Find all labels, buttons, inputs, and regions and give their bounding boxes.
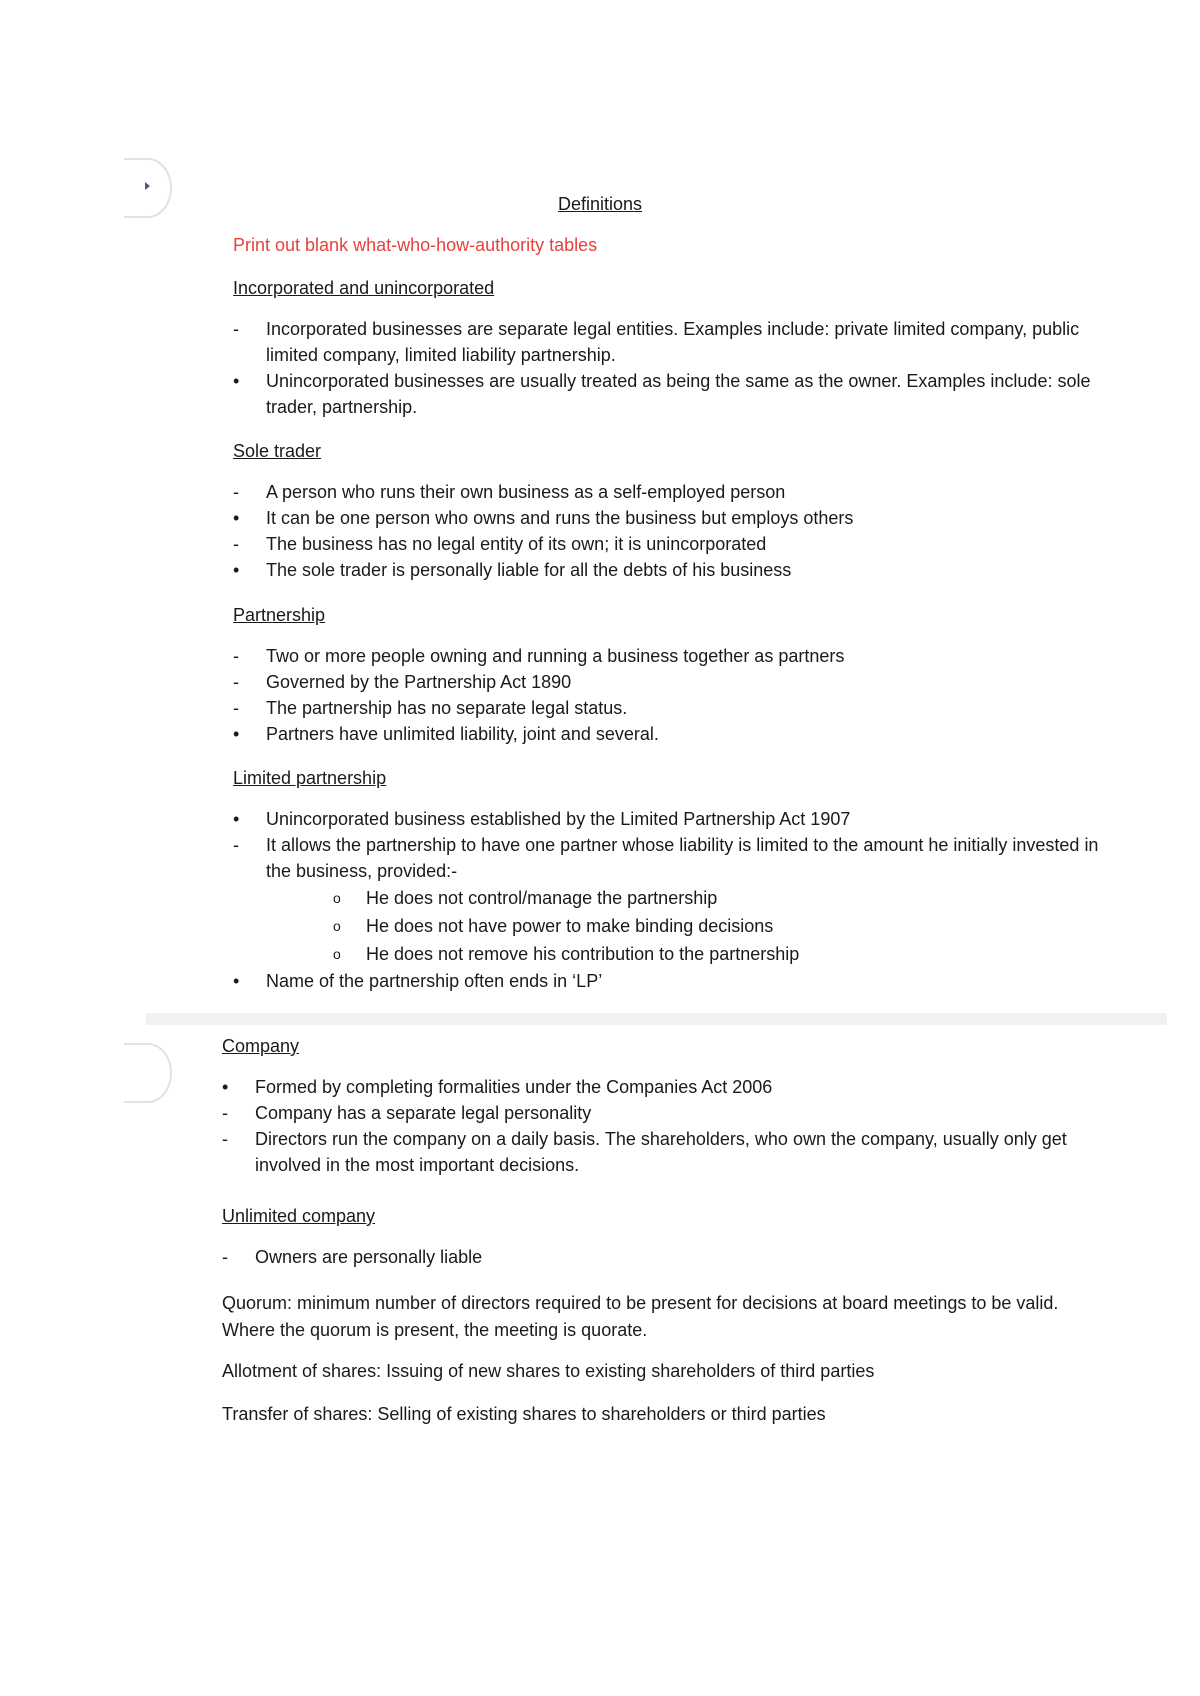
play-icon[interactable] (145, 182, 150, 190)
limited-partnership-list-end (233, 968, 1103, 994)
circle-bullet-icon: o (333, 946, 341, 962)
bullet-marker: - (233, 319, 239, 339)
sub-list-item-text: He does not control/manage the partnership (366, 888, 718, 908)
quorum-definition: Quorum: minimum number of directors required to be present for decisions at board meetings to be valid. Where the quorum is present, the meeting is quorate. (222, 1293, 1059, 1340)
section-incorporated (233, 278, 1103, 420)
list-item (233, 832, 1103, 884)
section-heading: Unlimited company (222, 1206, 376, 1226)
list-item-text: It allows the partnership to have one partner whose liability is limited to the amount he initially invested in the business, provided:- (266, 835, 1099, 881)
bullet-marker: • (233, 809, 240, 829)
bullet-marker: • (233, 560, 240, 580)
bullet-marker: - (222, 1247, 228, 1267)
list-item (233, 505, 1103, 531)
bullet-marker: - (233, 482, 239, 502)
list-item (233, 968, 1103, 994)
definitions-paragraphs (222, 1290, 1102, 1428)
list-item (233, 316, 1103, 368)
sub-list-item (333, 912, 1103, 940)
list-item-text: Name of the partnership often ends in ‘LP’ (266, 971, 603, 991)
partnership-list (233, 643, 1103, 747)
list-item-text: A person who runs their own business as a self-employed person (266, 482, 786, 502)
list-item (233, 695, 1103, 721)
list-item-text: The business has no legal entity of its own; it is unincorporated (266, 534, 767, 554)
bullet-marker: - (233, 835, 239, 855)
section-sole-trader (233, 441, 1103, 583)
list-item-text: Partners have unlimited liability, joint and several. (266, 724, 659, 744)
list-item (222, 1126, 1102, 1178)
list-item-text: Owners are personally liable (255, 1247, 483, 1267)
bullet-marker: - (233, 698, 239, 718)
circle-bullet-icon: o (333, 890, 341, 906)
list-item-text: Governed by the Partnership Act 1890 (266, 672, 572, 692)
bullet-marker: • (233, 371, 240, 391)
allotment-definition: Allotment of shares: Issuing of new shares to existing shareholders of third parties (222, 1361, 875, 1381)
list-item (233, 531, 1103, 557)
section-partnership (233, 605, 1103, 747)
list-item (233, 479, 1103, 505)
page-divider (146, 1013, 1167, 1025)
sub-list-item (333, 884, 1103, 912)
list-item-text: Directors run the company on a daily basis. The shareholders, who own the company, usually only get involved in the most important decisions. (255, 1129, 1067, 1175)
company-list (222, 1074, 1102, 1178)
limited-partnership-list (233, 806, 1103, 884)
section-unlimited-company (222, 1206, 1102, 1270)
list-item (233, 721, 1103, 747)
sub-list-item-text: He does not remove his contribution to the partnership (366, 944, 800, 964)
bullet-marker: - (233, 672, 239, 692)
section-heading: Company (222, 1036, 300, 1056)
list-item (233, 368, 1103, 420)
list-item (233, 557, 1103, 583)
sub-list-item-text: He does not have power to make binding decisions (366, 916, 774, 936)
list-item-text: Unincorporated business established by the Limited Partnership Act 1907 (266, 809, 851, 829)
bullet-marker: - (222, 1103, 228, 1123)
list-item (233, 669, 1103, 695)
bullet-marker: • (233, 508, 240, 528)
section-heading: Incorporated and unincorporated (233, 278, 495, 298)
bullet-marker: - (233, 534, 239, 554)
list-item-text: Unincorporated businesses are usually treated as being the same as the owner. Examples include: sole trader, partnership. (266, 371, 1091, 417)
sub-list-item (333, 940, 1103, 968)
bullet-marker: - (233, 646, 239, 666)
print-note: Print out blank what-who-how-authority tables (233, 235, 598, 255)
unlimited-company-list (222, 1244, 1102, 1270)
bullet-marker: • (233, 971, 240, 991)
list-item-text: The partnership has no separate legal status. (266, 698, 628, 718)
bullet-marker: - (222, 1129, 228, 1149)
list-item (222, 1074, 1102, 1100)
transfer-definition: Transfer of shares: Selling of existing shares to shareholders or third parties (222, 1404, 826, 1424)
list-item-text: Formed by completing formalities under the Companies Act 2006 (255, 1077, 773, 1097)
list-item (233, 806, 1103, 832)
bullet-marker: • (222, 1077, 229, 1097)
page-nav-arc-icon-2[interactable] (124, 1043, 172, 1103)
limited-partnership-sublist (233, 884, 1103, 968)
section-heading: Partnership (233, 605, 326, 625)
list-item-text: Incorporated businesses are separate legal entities. Examples include: private limited company, public limited company, limited liability partnership. (266, 319, 1080, 365)
page-title: Definitions (557, 194, 643, 214)
section-heading: Limited partnership (233, 768, 387, 788)
list-item (222, 1244, 1102, 1270)
list-item (233, 643, 1103, 669)
list-item (222, 1100, 1102, 1126)
list-item-text: Company has a separate legal personality (255, 1103, 592, 1123)
list-item-text: Two or more people owning and running a business together as partners (266, 646, 845, 666)
circle-bullet-icon: o (333, 918, 341, 934)
section-limited-partnership (233, 768, 1103, 994)
bullet-marker: • (233, 724, 240, 744)
section-company (222, 1036, 1102, 1178)
list-item-text: It can be one person who owns and runs the business but employs others (266, 508, 854, 528)
sole-trader-list (233, 479, 1103, 583)
section-heading: Sole trader (233, 441, 322, 461)
incorporated-list (233, 316, 1103, 420)
list-item-text: The sole trader is personally liable for all the debts of his business (266, 560, 792, 580)
